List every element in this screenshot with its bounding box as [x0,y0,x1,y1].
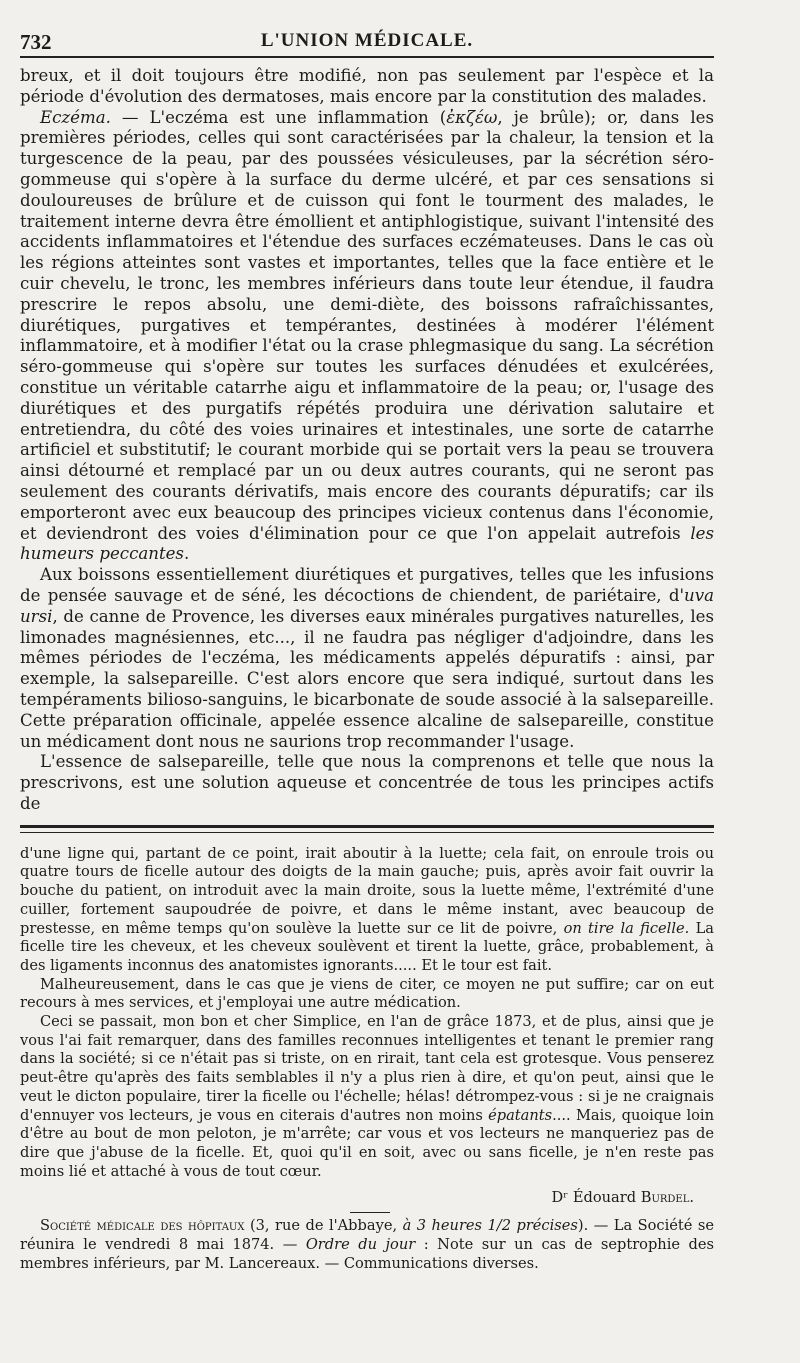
header-rule [20,56,714,58]
separator-thin [20,832,714,833]
page-number: 732 [20,30,52,54]
uva-ursi: uva ursi [20,585,714,626]
footnote-paragraph-3: Ceci se passait, mon bon et cher Simplice, en l'an de grâce 1873, et de plus, ainsi que je vous l'ai fait remarquer, dans des familles reconnues intelligentes et tenant le premier rang dans la société; si ce n'était pas si triste, on en rirait, tant cela est grotesque. Vous penserez peut-être qu'après des faits semblables il n'y a plus rien à dire, et qu'on peut, ainsi que le veut le dicton populaire, tirer la ficelle ou l'échelle; hélas! détrompez-vous : si je ne craignais d'ennuyer vos lecteurs, je vous en citerais d'autres non moins épatants.... Mais, quoique loin d'être au bout de mon peloton, je m'arrête; car vous et vos lecteurs ne manqueriez pas de dire que j'abuse de la ficelle. Et, quoi qu'il en soit, avec ou sans ficelle, je n'en reste pas moins lié et attaché à vous de tout cœur. [20,1013,714,1180]
main-text [20,66,714,815]
society-name: Société médicale des hôpitaux [40,1217,245,1235]
short-rule [350,1212,390,1213]
greek-etymology: ἐκζέω [446,107,498,127]
footnote [20,845,714,1207]
footnote-paragraph-1: d'une ligne qui, partant de ce point, irait aboutir à la luette; cela fait, on enroule trois ou quatre tours de ficelle autour des doigts de la main gauche; puis, après avoir fait ouvrir la bouche du patient, on introduit avec la main droite, sous la luette même, l'extrémité d'une cuiller, fortement saupoudrée de poivre, et dans le même instant, avec beaucoup de prestesse, en même temps qu'on soulève la luette sur ce lit de poivre, on tire la ficelle. La ficelle tire les cheveux, et les cheveux soulèvent et tirent la luette, grâce, probablement, à des ligaments inconnus des anatomistes ignorants..... Et le tour est fait. [20,844,714,974]
section-title-eczema: Eczéma. [40,107,111,127]
society-notice: Société médicale des hôpitaux (3, rue de l'Abbaye, à 3 heures 1/2 précises). — La Société se réunira le vendredi 8 mai 1874. — Ordre du jour : Note sur un cas de septrophie des membres inférieurs, par M. Lancereaux. — Communications diverses. [20,1217,714,1272]
signature: Dʳ Édouard Burdel. [551,1189,694,1207]
page-header [20,20,714,56]
journal-title: L'UNION MÉDICALE. [260,30,474,51]
paragraph-1: breux, et il doit toujours être modifié, non pas seulement par l'espèce et la période d'évolution des dermatoses, mais encore par la constitution des malades. [20,66,714,106]
humeurs-peccantes: les humeurs peccantes [20,523,714,564]
paragraph-3: Aux boissons essentiellement diurétiques et purgatives, telles que les infusions de pensée sauvage et de séné, les décoctions de chiendent, de pariétaire, d'uva ursi, de canne de Provence, les diverses eaux minérales purgatives naturelles, les limonades magnésiennes, etc..., il ne faudra pas négliger d'adjoindre, dans les mêmes périodes de l'eczéma, les médicaments appelés dépuratifs : ainsi, par exemple, la salsepareille. C'est alors encore que sera indiqué, surtout dans les tempéraments bilioso-sanguins, le bicarbonate de soude associé à la salsepareille. Cette préparation officinale, appelée essence alcaline de salsepareille, constitue un médicament dont nous ne saurions trop recommander l'usage. [20,565,714,751]
paragraph-4: L'essence de salsepareille, telle que nous la comprenons et telle que nous la prescrivons, est une solution aqueuse et concentrée de tous les principes actifs de [20,752,714,813]
paragraph-eczema: Eczéma. — L'eczéma est une inflammation (ἐκζέω, je brûle); or, dans les premières périodes, celles qui sont caractérisées par la chaleur, la tension et la turgescence de la peau, par des poussées vésiculeuses, par la sécrétion séro-gommeuse qui s'opère à la surface du derme ulcéré, et par ces sensations si douloureuses de brûlure et de cuisson qui font le tourment des malades, le traitement interne devra être émollient et antiphlogistique, suivant l'intensité des accidents inflammatoires et l'étendue des surfaces eczémateuses. Dans le cas où les régions atteintes sont vastes et importantes, telles que la face entière et le cuir chevelu, le tronc, les membres inférieurs dans toute leur étendue, il faudra prescrire le repos absolu, une demi-diète, des boissons rafraîchissantes, diurétiques, purgatives et tempérantes, destinées à modérer l'élément inflammatoire, et à modifier l'état ou la crase phlegmasique du sang. La sécrétion séro-gommeuse qui s'opère sur toutes les surfaces dénudées et exulcérées, constitue un véritable catarrhe aigu et inflammatoire de la peau; or, l'usage des diurétiques et des purgatifs répétés produira une dérivation salutaire et entretiendra, du côté des voies urinaires et intestinales, une sorte de catarrhe artificiel et substitutif; le courant morbide qui se portait vers la peau se trouvera ainsi détourné et remplacé par un ou deux autres courants, qui ne seront pas seulement des courants dérivatifs, mais encore des courants dépuratifs; car ils emporteront avec eux beaucoup des principes vicieux contenus dans l'économie, et deviendront des voies d'élimination pour ce que l'on appelait autrefois les humeurs peccantes. [20,107,714,564]
footnote-paragraph-2: Malheureusement, dans le cas que je viens de citer, ce moyen ne put suffire; car on eut recours à mes services, et j'employai une autre médication. [20,975,714,1012]
footnote-separator [20,825,714,833]
separator-thick [20,825,714,828]
